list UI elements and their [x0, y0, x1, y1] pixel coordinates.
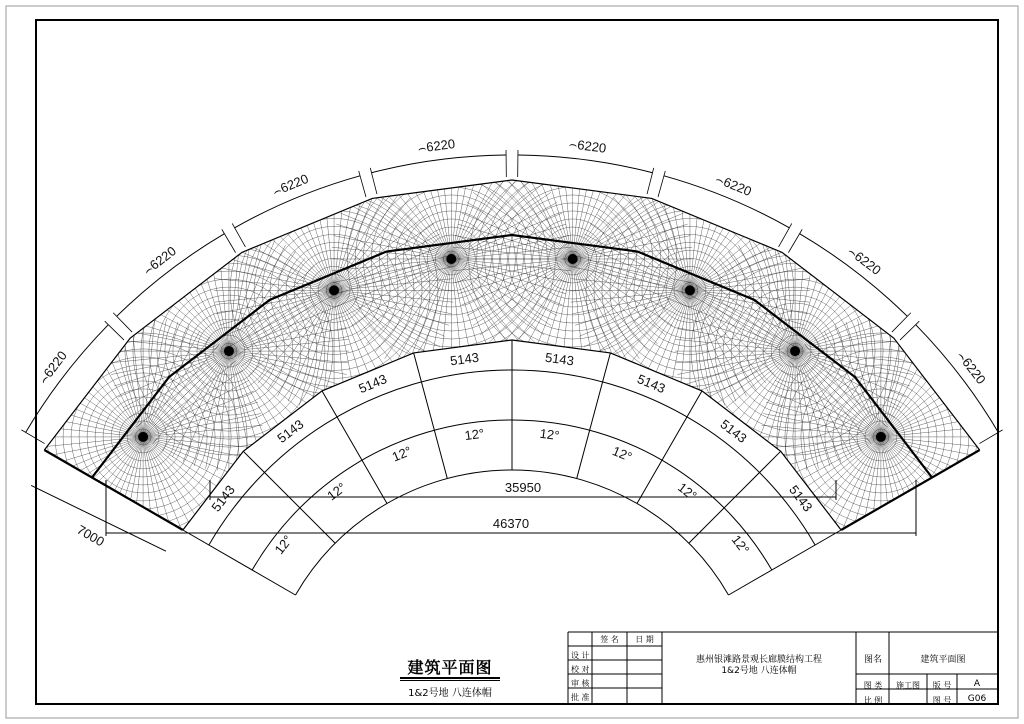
tb-name-label: 图名 [863, 655, 882, 665]
inner-span-label: 35950 [504, 480, 542, 495]
arc-length-dim [371, 155, 506, 173]
dim-extension-line [892, 313, 911, 332]
drawing-frame [36, 20, 998, 704]
dim-extension-line [359, 171, 366, 197]
arc-length-label: ⌢6220 [845, 243, 884, 278]
tb-version-label: 版 号 [932, 681, 952, 690]
chord-length-label: 5143 [449, 349, 480, 369]
radial-division-line [414, 353, 448, 479]
angle-label: 12° [463, 425, 486, 444]
chord-length-label: 5143 [717, 416, 750, 446]
angle-label: 12° [271, 532, 296, 558]
tb-sheet-value: G06 [967, 694, 987, 704]
arc-length-label: ⌢6220 [35, 348, 70, 387]
arc-length-label: ⌢6220 [140, 243, 179, 278]
dim-extension-line [779, 223, 792, 247]
tb-stage-value: 施工图 [896, 681, 920, 690]
end-edge [841, 450, 980, 530]
tb-version-value: A [973, 679, 981, 689]
dim-extension-line [105, 321, 124, 340]
cap-centre-point [685, 285, 695, 295]
angle-label: 12° [324, 479, 350, 504]
radial-division-line [577, 353, 611, 479]
chord-length-label: 5143 [208, 482, 238, 515]
drawing-title: 建筑平面图 [407, 658, 493, 677]
tb-project-name: 惠州银滩路景观长廊膜结构工程 [695, 655, 822, 665]
dim-extension-line [658, 171, 665, 197]
arc-length-label: ⌢6220 [416, 136, 456, 156]
dim-extension-line [21, 430, 44, 444]
tb-role-review: 审 核 [571, 679, 590, 688]
dim-extension-line [232, 223, 245, 247]
chord-length-label: 5143 [356, 371, 389, 397]
tb-sheet-label: 图 号 [932, 696, 952, 705]
arc-length-label: ⌢6220 [270, 170, 311, 200]
chord-length-label: 5143 [635, 371, 668, 397]
tb-role-approve: 批 准 [571, 693, 590, 702]
arc-length-label: ⌢6220 [713, 170, 754, 200]
arc-length-label: ⌢6220 [954, 348, 989, 387]
cap-centre-point [446, 254, 456, 264]
title-underline-thin [400, 680, 500, 681]
cap-centre-point [224, 346, 234, 356]
tb-header-sign: 签 名 [600, 635, 619, 644]
cap-centre-point [138, 432, 148, 442]
angle-label: 12° [389, 443, 414, 465]
tb-stage-label: 图 类 [863, 681, 883, 690]
cap-centre-point [329, 285, 339, 295]
arc-length-dim [518, 155, 653, 173]
tb-header-date: 日 期 [635, 635, 654, 644]
end-width-label: 7000 [74, 521, 107, 550]
angle-label: 12° [538, 425, 561, 444]
chord-length-label: 5143 [274, 416, 307, 446]
tb-drawing-name: 建筑平面图 [920, 655, 966, 665]
dim-extension-line [222, 229, 236, 252]
angle-label: 12° [674, 479, 700, 504]
tb-role-check: 校 对 [571, 665, 590, 674]
angle-label: 12° [728, 532, 753, 558]
tb-project-sub: 1&2号地 八连体帽 [721, 666, 797, 676]
chord-length-label: 5143 [786, 482, 816, 515]
dim-extension-line [788, 229, 802, 252]
tb-scale-label: 比 例 [863, 696, 883, 705]
angle-label: 12° [610, 443, 635, 465]
dim-extension-line [900, 321, 919, 340]
cap-centre-point [790, 346, 800, 356]
cap-centre-point [568, 254, 578, 264]
drawing-subtitle: 1&2号地 八连体帽 [408, 688, 492, 699]
cap-centre-point [876, 432, 886, 442]
tb-role-design: 设 计 [571, 651, 590, 660]
outer-span-label: 46370 [492, 516, 530, 531]
dim-extension-line [113, 313, 132, 332]
title-underline [400, 677, 500, 679]
end-edge [44, 450, 183, 530]
dim-extension-line [979, 430, 1002, 444]
chord-length-label: 5143 [544, 349, 575, 369]
arc-length-label: ⌢6220 [568, 136, 608, 156]
